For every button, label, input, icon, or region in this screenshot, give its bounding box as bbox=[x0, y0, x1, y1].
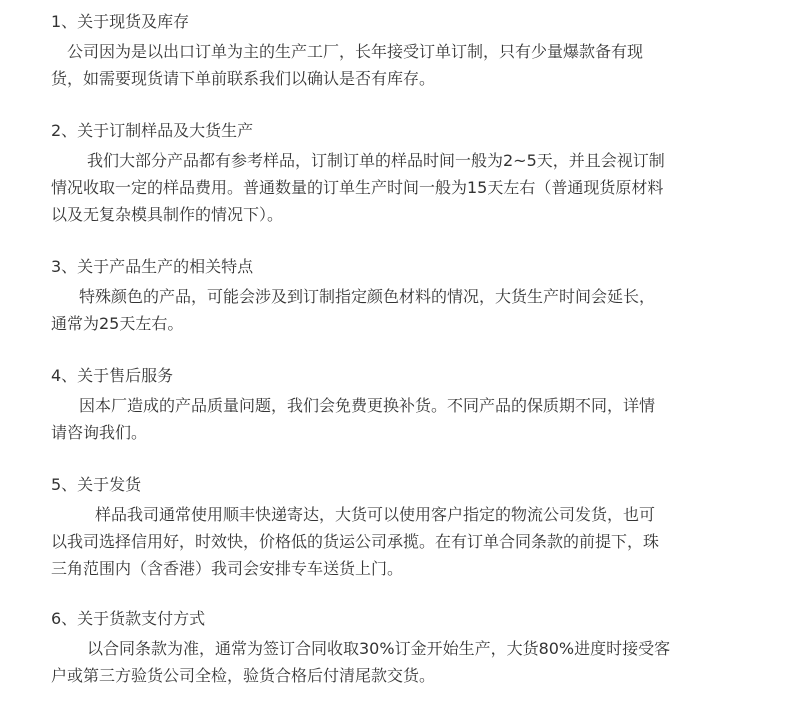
paragraph-line: 特殊颜色的产品，可能会涉及到订制指定颜色材料的情况，大货生产时间会延长， bbox=[79, 287, 656, 306]
section-heading: 3、关于产品生产的相关特点 bbox=[51, 257, 254, 276]
section-heading: 4、关于售后服务 bbox=[51, 366, 174, 385]
paragraph-line: 样品我司通常使用顺丰快递寄达，大货可以使用客户指定的物流公司发货，也可 bbox=[95, 505, 656, 524]
section-paragraph bbox=[51, 38, 751, 92]
section-heading: 6、关于货款支付方式 bbox=[51, 609, 206, 628]
section-heading: 1、关于现货及库存 bbox=[51, 12, 190, 31]
paragraph-line: 请咨询我们。 bbox=[51, 423, 148, 442]
paragraph-line: 货，如需要现货请下单前联系我们以确认是否有库存。 bbox=[51, 69, 436, 88]
section-paragraph bbox=[51, 147, 751, 228]
paragraph-line: 三角范围内（含香港）我司会安排专车送货上门。 bbox=[51, 559, 404, 578]
paragraph-line: 以我司选择信用好，时效快，价格低的货运公司承揽。在有订单合同条款的前提下，珠 bbox=[51, 532, 660, 551]
paragraph-line: 我们大部分产品都有参考样品，订制订单的样品时间一般为2~5天，并且会视订制 bbox=[87, 151, 665, 170]
section-paragraph bbox=[51, 501, 751, 582]
section-heading: 2、关于订制样品及大货生产 bbox=[51, 121, 254, 140]
section-paragraph bbox=[51, 392, 751, 446]
paragraph-line: 以及无复杂模具制作的情况下）。 bbox=[51, 205, 284, 224]
section-heading: 5、关于发货 bbox=[51, 475, 142, 494]
paragraph-line: 以合同条款为准，通常为签订合同收取30%订金开始生产，大货80%进度时接受客 bbox=[87, 639, 671, 658]
paragraph-line: 户或第三方验货公司全检，验货合格后付清尾款交货。 bbox=[51, 666, 436, 685]
paragraph-line: 因本厂造成的产品质量问题，我们会免费更换补货。不同产品的保质期不同，详情 bbox=[79, 396, 656, 415]
paragraph-line: 通常为25天左右。 bbox=[51, 314, 184, 333]
section-paragraph bbox=[51, 635, 751, 689]
paragraph-line: 情况收取一定的样品费用。普通数量的订单生产时间一般为15天左右（普通现货原材料 bbox=[51, 178, 664, 197]
section-paragraph bbox=[51, 283, 751, 337]
paragraph-line: 公司因为是以出口订单为主的生产工厂，长年接受订单订制，只有少量爆款备有现 bbox=[67, 42, 644, 61]
